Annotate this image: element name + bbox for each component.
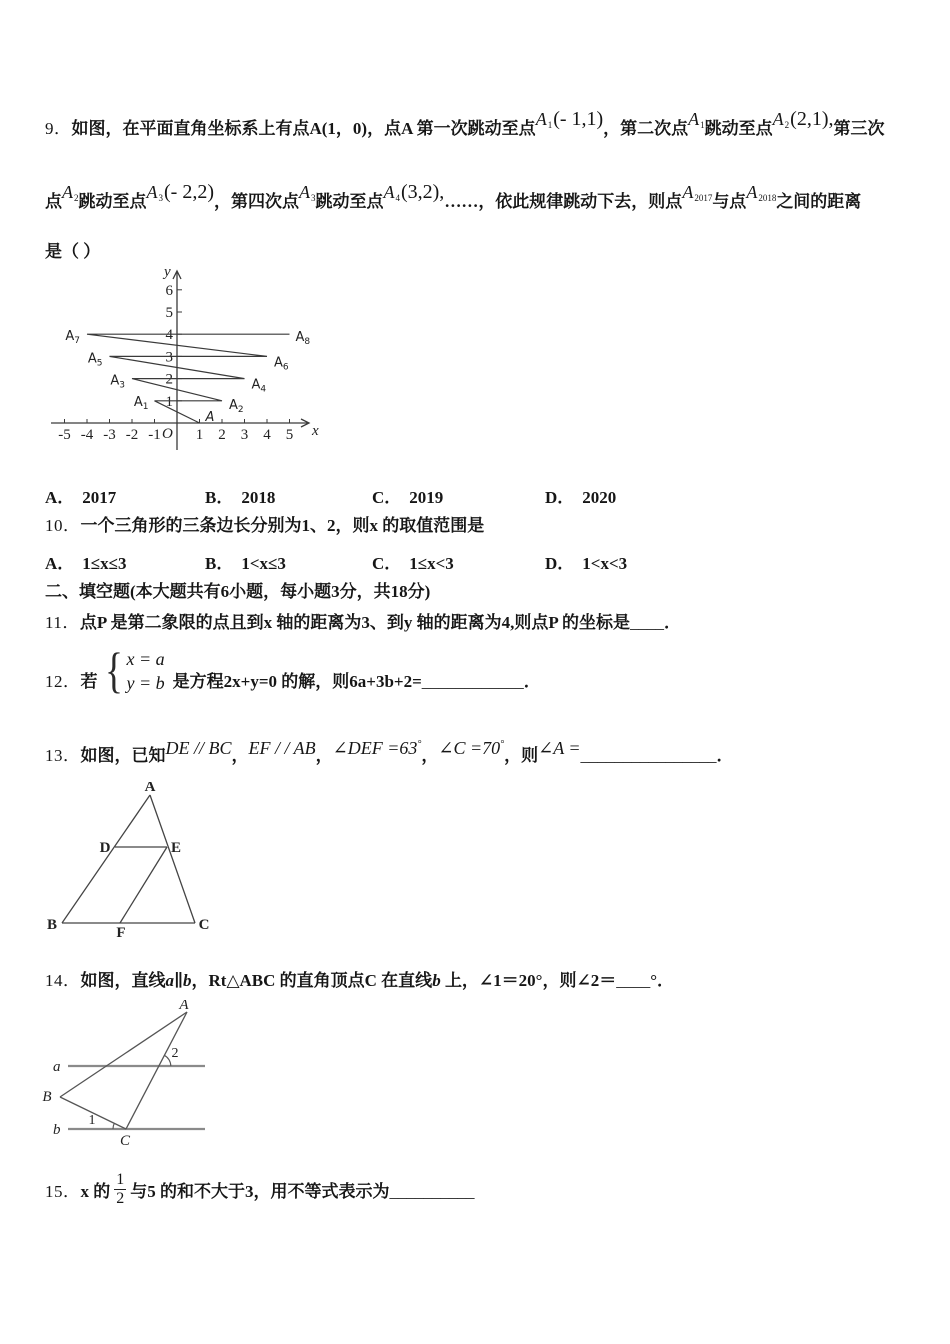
x-tick-label: 5	[285, 427, 294, 443]
math-expr: $A_{2017}$	[682, 182, 713, 203]
text-run: 上，∠1＝20°，则∠2＝	[440, 971, 617, 990]
math-expr: EF / / AB	[248, 738, 316, 758]
text-run: 如图，在平面直角坐标系上有点A(1，0)，点A 第一次跳动至点	[71, 119, 536, 138]
question-number: 13．	[45, 746, 81, 765]
q13-stem	[45, 740, 734, 767]
q15-pre	[45, 1177, 110, 1202]
point-label: $A_5$	[87, 351, 103, 369]
y-tick-label: 5	[165, 305, 173, 321]
answer-blank: ________________	[580, 746, 717, 765]
q9-option-d: D． 2020	[545, 488, 617, 507]
math-expr: $A_2$	[62, 182, 79, 203]
line-label-a: a	[53, 1059, 61, 1075]
math-var: b	[183, 971, 192, 990]
x-tick-label: 1	[195, 427, 204, 443]
math-expr: $A_{2018}$	[746, 182, 777, 203]
text-run: 一个三角形的三条边长分别为1、2，则x 的取值范围是	[80, 516, 485, 535]
text-run: ，则	[504, 746, 539, 765]
math-expr: $A_3$	[298, 182, 316, 203]
q13-triangle-figure	[45, 782, 235, 952]
q9-line1	[45, 108, 885, 146]
question-number: 9．	[45, 119, 72, 138]
question-number: 12．	[45, 672, 81, 691]
q12-stem	[45, 642, 541, 698]
vertex-label-C: C	[119, 1133, 131, 1149]
text-run: 点	[45, 192, 62, 211]
q15-post	[130, 1177, 474, 1202]
point-label: $A_1$	[133, 394, 149, 412]
math-var: a	[165, 971, 174, 990]
text-run: ．	[664, 613, 682, 632]
fraction-denominator: 2	[116, 1189, 125, 1207]
point-label: $A_2$	[229, 397, 244, 415]
q10-option-d: D． 1<x<3	[545, 554, 628, 573]
text-run: ∥	[174, 971, 183, 990]
point-label: $A_8$	[295, 330, 311, 348]
text-run: 点P 是第二象限的点且到x 轴的距离为3、到y 轴的距离为4,则点P 的坐标是	[79, 613, 631, 632]
math-expr: ∠A =	[538, 738, 581, 758]
text-run: ，	[315, 746, 333, 765]
text-run: ．	[523, 672, 541, 691]
q9-coordinate-figure	[46, 264, 328, 461]
vertex-label-F: F	[116, 925, 126, 941]
question-number: 10．	[45, 516, 81, 535]
text-run: 跳动至点	[315, 192, 384, 211]
answer-blank: ____	[616, 971, 651, 990]
parallel-lines-svg	[35, 1000, 255, 1155]
math-expr: $A_4(3,2)$,	[383, 181, 445, 203]
text-run: x 的	[80, 1181, 111, 1201]
q15-stem	[45, 1166, 475, 1212]
q11-stem	[45, 611, 681, 634]
q14-stem	[45, 969, 674, 992]
x-tick-label: -3	[103, 427, 116, 443]
x-tick-label: 4	[263, 427, 271, 443]
fraction	[114, 1171, 126, 1208]
text-run: 之间的距离	[776, 192, 862, 211]
y-tick-label: 1	[165, 393, 173, 410]
equation-system	[127, 647, 165, 695]
answer-blank: ____________	[421, 672, 524, 691]
answer-blank: ____	[630, 613, 665, 632]
text-run: ，第二次点	[603, 119, 689, 138]
vertex-label-A: A	[179, 1000, 189, 1013]
math-expr: ∠C =70°	[438, 738, 505, 758]
y-axis-label: y	[164, 264, 171, 280]
coordinate-plane-svg	[46, 264, 328, 456]
angle-arc-2	[164, 1055, 170, 1066]
vertex-label-C: C	[198, 917, 210, 933]
answer-blank: __________	[389, 1181, 475, 1201]
math-expr: $A_3(-$ 2,2)	[146, 181, 214, 203]
text-run: 如图，已知	[80, 746, 166, 765]
q10-stem	[45, 514, 484, 537]
text-run: ，	[231, 746, 249, 765]
question-number: 15．	[45, 1181, 81, 1201]
x-tick-label: -2	[125, 427, 139, 443]
x-tick-label: 2	[218, 427, 226, 443]
triangle-side-AB	[60, 1012, 187, 1097]
text-run: 是方程2x+y=0 的解，则6a+3b+2=	[172, 672, 422, 691]
vertex-label-B: B	[42, 1089, 52, 1105]
question-number: 14．	[45, 971, 81, 990]
text-run: 跳动至点	[704, 119, 773, 138]
math-expr: ∠DEF =63°	[332, 738, 422, 758]
text-run: 如图，直线	[80, 971, 166, 990]
text-run: ，	[421, 746, 439, 765]
segment-CA	[150, 795, 195, 923]
q14-parallel-lines-figure	[35, 1000, 255, 1160]
fraction-numerator: 1	[116, 1170, 125, 1188]
x-axis-label: x	[312, 423, 319, 439]
vertex-label-A: A	[144, 782, 156, 795]
question-number: 11．	[45, 613, 80, 632]
text-run: 与点	[712, 192, 747, 211]
q10-option-c: C． 1≤x<3	[372, 554, 454, 573]
math-expr: $A_1(-$ 1,1)	[535, 108, 604, 130]
segment-EF	[120, 847, 167, 923]
angle-label-1: 1	[88, 1113, 96, 1128]
triangle-svg	[45, 782, 235, 947]
angle-label-2: 2	[171, 1046, 179, 1061]
vertex-label-E: E	[170, 840, 182, 856]
text-run: °．	[650, 971, 675, 990]
y-tick-label: 3	[165, 349, 173, 366]
text-run: 与5 的和不大于3，用不等式表示为	[130, 1181, 390, 1201]
q9-option-c: C． 2019	[372, 488, 444, 507]
point-label: $A_6$	[274, 355, 289, 373]
vertex-label-B: B	[46, 917, 58, 933]
text-run: ，第四次点	[213, 192, 299, 211]
x-tick-label: -5	[58, 427, 71, 443]
system-brace: {	[104, 642, 123, 698]
segment-AB	[62, 795, 150, 923]
vertex-label-D: D	[99, 840, 111, 856]
text-run: 是（ ）	[45, 242, 101, 261]
q9-option-b: B． 2018	[205, 488, 276, 507]
equation-1: x = a	[126, 649, 165, 669]
text-run: 第三次	[833, 119, 885, 138]
section2-header: 二、填空题(本大题共有6小题，每小题3分，共18分)	[45, 582, 431, 601]
q10-option-b: B． 1<x≤3	[205, 554, 286, 573]
y-tick-label: 6	[165, 282, 173, 299]
point-label: $A_7$	[65, 329, 80, 347]
x-tick-label: -4	[80, 427, 94, 443]
triangle-side-CA	[126, 1012, 187, 1129]
q9-line2	[45, 181, 862, 219]
q10-option-a: A． 1≤x≤3	[45, 554, 127, 573]
text-run: ……，依此规律跳动下去，则点	[444, 192, 683, 211]
x-tick-label: -1	[148, 427, 161, 443]
origin-label: O	[162, 426, 173, 442]
equation-2: y = b	[126, 673, 165, 693]
y-tick-label: 2	[165, 371, 173, 388]
line-label-b: b	[53, 1122, 61, 1138]
math-var: b	[432, 971, 441, 990]
text-run: 若	[80, 672, 98, 691]
point-label: $A_3$	[110, 373, 125, 391]
math-expr: DE // BC	[165, 738, 232, 758]
q9-option-a: A． 2017	[45, 488, 117, 507]
x-tick-label: 3	[240, 427, 249, 443]
text-run: ，Rt△ABC 的直角顶点C 在直线	[191, 971, 433, 990]
text-run: 跳动至点	[78, 192, 147, 211]
math-expr: $A_1$	[688, 109, 705, 130]
text-run: ．	[716, 746, 734, 765]
math-expr: $A_2(2,1)$,	[772, 108, 834, 130]
point-label: A	[205, 410, 215, 425]
point-label: $A_4$	[251, 377, 267, 395]
y-tick-label: 4	[165, 327, 173, 344]
q9-line3	[45, 240, 100, 263]
